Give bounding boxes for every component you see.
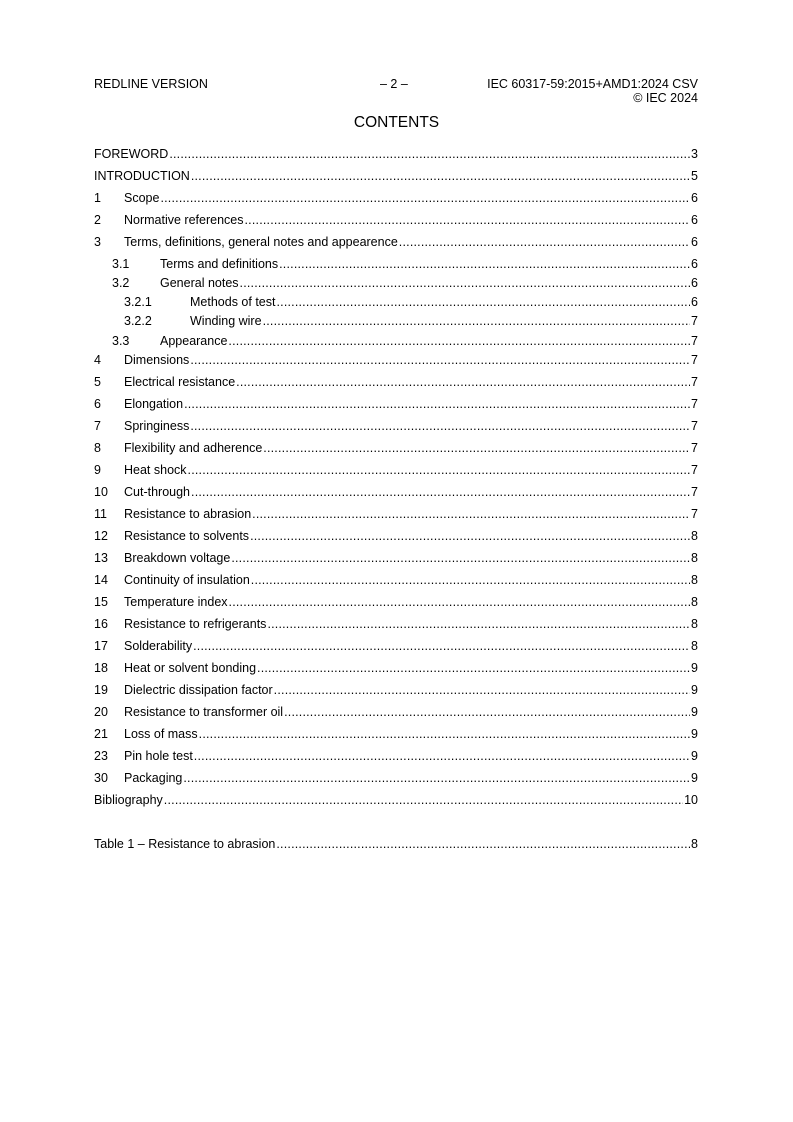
toc-leader-dots	[251, 572, 690, 588]
toc-entry-page: 10	[684, 793, 698, 807]
toc-entry[interactable]	[94, 836, 698, 852]
toc-entry-number: 3.3	[112, 334, 130, 348]
toc-entry-title: Heat or solvent bonding	[124, 661, 257, 675]
toc-entry[interactable]	[94, 418, 698, 434]
toc-entry[interactable]	[94, 374, 698, 390]
toc-entry-page: 9	[691, 749, 698, 763]
toc-entry[interactable]	[94, 333, 698, 349]
toc-entry-page: 7	[691, 507, 698, 521]
toc-leader-dots	[188, 462, 691, 478]
toc-leader-dots	[240, 275, 691, 291]
toc-entry-number: 4	[94, 353, 101, 367]
toc-entry-page: 6	[691, 191, 698, 205]
toc-leader-dots	[191, 168, 690, 184]
toc-leader-dots	[190, 352, 690, 368]
toc-leader-dots	[228, 333, 690, 349]
toc-leader-dots	[279, 256, 690, 272]
toc-entry-number: 16	[94, 617, 108, 631]
toc-leader-dots	[193, 638, 690, 654]
toc-leader-dots	[276, 294, 690, 310]
toc-entry-title: Springiness	[124, 419, 190, 433]
toc-entry[interactable]	[94, 748, 698, 764]
toc-entry[interactable]	[94, 212, 698, 228]
toc-entry-title: Resistance to solvents	[124, 529, 250, 543]
toc-leader-dots	[245, 212, 691, 228]
toc-leader-dots	[183, 770, 690, 786]
toc-entry-title: Elongation	[124, 397, 184, 411]
toc-entry[interactable]	[94, 770, 698, 786]
toc-leader-dots	[184, 396, 690, 412]
toc-leader-dots	[169, 146, 690, 162]
toc-entry-title: Resistance to transformer oil	[124, 705, 284, 719]
toc-entry-title: Heat shock	[124, 463, 187, 477]
toc-entry[interactable]	[94, 660, 698, 676]
toc-entry-page: 9	[691, 705, 698, 719]
toc-leader-dots	[231, 550, 690, 566]
toc-entry-title: Scope	[124, 191, 160, 205]
toc-entry-number: 5	[94, 375, 101, 389]
toc-entry[interactable]	[94, 294, 698, 310]
toc-entry-page: 6	[691, 295, 698, 309]
toc-entry-title: Temperature index	[124, 595, 228, 609]
toc-entry-page: 7	[691, 419, 698, 433]
toc-entry[interactable]	[94, 572, 698, 588]
toc-entry-number: 15	[94, 595, 108, 609]
toc-entry[interactable]	[94, 616, 698, 632]
toc-leader-dots	[274, 682, 690, 698]
toc-entry-page: 6	[691, 257, 698, 271]
toc-entry-number: 21	[94, 727, 108, 741]
toc-entry-number: 6	[94, 397, 101, 411]
toc-entry[interactable]	[94, 704, 698, 720]
toc-entry-page: 9	[691, 727, 698, 741]
toc-leader-dots	[160, 190, 690, 206]
toc-entry-title: General notes	[160, 276, 239, 290]
toc-entry-number: 1	[94, 191, 101, 205]
toc-entry-page: 8	[691, 529, 698, 543]
toc-entry-number: 12	[94, 529, 108, 543]
toc-entry-number: 18	[94, 661, 108, 675]
toc-entry-number: 30	[94, 771, 108, 785]
toc-leader-dots	[252, 506, 690, 522]
toc-entry-page: 8	[691, 837, 698, 851]
toc-leader-dots	[191, 484, 690, 500]
toc-leader-dots	[257, 660, 690, 676]
header-standard-number: IEC 60317-59:2015+AMD1:2024 CSV	[487, 77, 698, 91]
toc-entry[interactable]	[94, 594, 698, 610]
toc-entry-number: 14	[94, 573, 108, 587]
toc-entry[interactable]	[94, 528, 698, 544]
toc-entry-page: 8	[691, 639, 698, 653]
toc-entry-number: 11	[94, 507, 107, 521]
toc-leader-dots	[190, 418, 690, 434]
toc-entry-title: Bibliography	[94, 793, 163, 807]
toc-entry[interactable]	[94, 396, 698, 412]
toc-entry-number: 2	[94, 213, 101, 227]
toc-leader-dots	[199, 726, 690, 742]
toc-entry-number: 3.2.1	[124, 295, 152, 309]
toc-entry-number: 10	[94, 485, 108, 499]
toc-entry-number: 13	[94, 551, 108, 565]
toc-entry[interactable]	[94, 462, 698, 478]
toc-entry-page: 6	[691, 276, 698, 290]
toc-entry-title: Normative references	[124, 213, 244, 227]
toc-entry-page: 7	[691, 375, 698, 389]
toc-leader-dots	[276, 836, 690, 852]
toc-entry[interactable]	[94, 352, 698, 368]
header-page-number: – 2 –	[380, 77, 408, 91]
toc-entry-page: 9	[691, 683, 698, 697]
toc-entry-number: 17	[94, 639, 108, 653]
toc-entry-title: Solderability	[124, 639, 193, 653]
toc-entry-page: 7	[691, 334, 698, 348]
toc-entry-page: 8	[691, 573, 698, 587]
toc-entry[interactable]	[94, 484, 698, 500]
toc-entry-title: Methods of test	[190, 295, 276, 309]
toc-entry[interactable]	[94, 313, 698, 329]
toc-entry-title: Loss of mass	[124, 727, 198, 741]
toc-entry[interactable]	[94, 190, 698, 206]
toc-entry-page: 7	[691, 353, 698, 367]
toc-entry[interactable]	[94, 234, 698, 250]
toc-entry-page: 5	[691, 169, 698, 183]
toc-entry-page: 8	[691, 617, 698, 631]
toc-entry-page: 8	[691, 595, 698, 609]
toc-entry-title: Electrical resistance	[124, 375, 236, 389]
toc-entry-title: Continuity of insulation	[124, 573, 250, 587]
toc-leader-dots	[263, 313, 690, 329]
toc-entry-page: 9	[691, 661, 698, 675]
toc-leader-dots	[229, 594, 691, 610]
toc-leader-dots	[194, 748, 690, 764]
toc-entry-number: 7	[94, 419, 101, 433]
toc-entry-title: Table 1 – Resistance to abrasion	[94, 837, 276, 851]
toc-entry-page: 3	[691, 147, 698, 161]
toc-entry-title: Appearance	[160, 334, 228, 348]
toc-entry-number: 3.2.2	[124, 314, 152, 328]
toc-entry-page: 9	[691, 771, 698, 785]
page-title: CONTENTS	[353, 114, 440, 131]
toc-entry-title: Winding wire	[190, 314, 262, 328]
toc-entry-page: 7	[691, 397, 698, 411]
toc-leader-dots	[236, 374, 690, 390]
toc-entry-number: 3.2	[112, 276, 130, 290]
toc-entry-title: Packaging	[124, 771, 183, 785]
toc-entry-title: INTRODUCTION	[94, 169, 190, 183]
toc-entry-title: Terms, definitions, general notes and appearence	[124, 235, 398, 249]
toc-entry-page: 7	[691, 314, 698, 328]
toc-entry-page: 7	[691, 485, 698, 499]
toc-leader-dots	[250, 528, 690, 544]
toc-entry-number: 20	[94, 705, 108, 719]
toc-entry-number: 9	[94, 463, 101, 477]
header-standard-id	[487, 77, 698, 105]
toc-entry[interactable]	[94, 256, 698, 272]
toc-entry-title: Flexibility and adherence	[124, 441, 263, 455]
toc-entry-number: 23	[94, 749, 108, 763]
toc-entry-title: Pin hole test	[124, 749, 193, 763]
toc-entry[interactable]	[94, 168, 698, 184]
toc-entry-page: 6	[691, 213, 698, 227]
toc-entry[interactable]	[94, 506, 698, 522]
toc-leader-dots	[284, 704, 690, 720]
toc-entry[interactable]	[94, 638, 698, 654]
toc-entry[interactable]	[94, 550, 698, 566]
toc-entry-page: 7	[691, 463, 698, 477]
toc-entry[interactable]	[94, 682, 698, 698]
toc-entry-title: Resistance to refrigerants	[124, 617, 267, 631]
toc-entry[interactable]	[94, 146, 698, 162]
toc-entry-title: Terms and definitions	[160, 257, 279, 271]
toc-leader-dots	[263, 440, 690, 456]
toc-entry-number: 8	[94, 441, 101, 455]
toc-entry[interactable]	[94, 792, 698, 808]
toc-entry[interactable]	[94, 440, 698, 456]
toc-entry-title: Dimensions	[124, 353, 190, 367]
toc-entry-title: Dielectric dissipation factor	[124, 683, 273, 697]
header-version-label: REDLINE VERSION	[94, 77, 208, 91]
toc-entry-number: 19	[94, 683, 108, 697]
header-copyright: © IEC 2024	[633, 91, 698, 105]
toc-entry-title: FOREWORD	[94, 147, 169, 161]
toc-entry-title: Resistance to abrasion	[124, 507, 252, 521]
toc-leader-dots	[399, 234, 690, 250]
toc-entry-page: 7	[691, 441, 698, 455]
toc-entry-page: 8	[691, 551, 698, 565]
toc-entry-number: 3	[94, 235, 101, 249]
toc-leader-dots	[267, 616, 690, 632]
toc-leader-dots	[164, 792, 683, 808]
toc-entry-number: 3.1	[112, 257, 130, 271]
toc-entry-title: Cut-through	[124, 485, 191, 499]
toc-entry[interactable]	[94, 275, 698, 291]
toc-entry[interactable]	[94, 726, 698, 742]
toc-entry-page: 6	[691, 235, 698, 249]
toc-entry-title: Breakdown voltage	[124, 551, 231, 565]
